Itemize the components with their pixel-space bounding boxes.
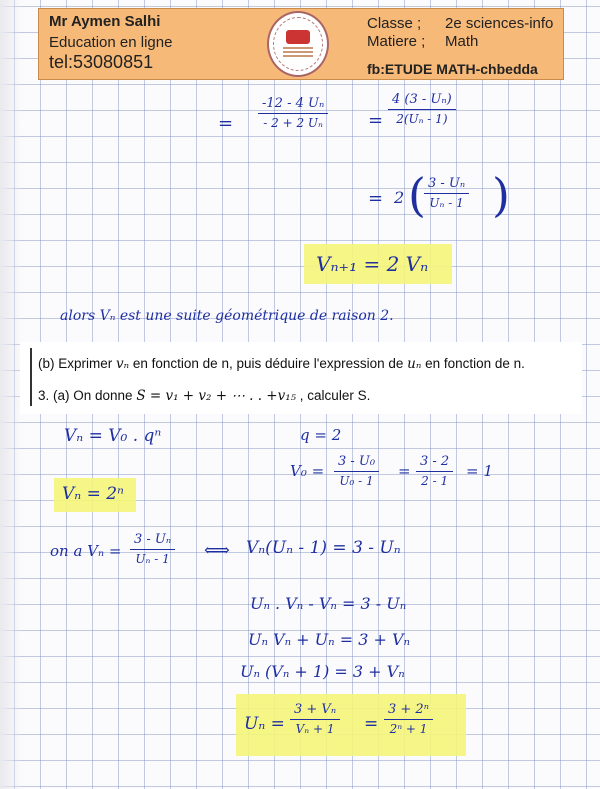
- v0-numerator-2: 3 - 2: [420, 454, 450, 469]
- eq2-left-paren: (: [408, 168, 426, 222]
- header-banner: [38, 8, 564, 80]
- eq1-equals: =: [218, 113, 234, 134]
- v0-label: V₀ =: [290, 462, 325, 480]
- v0-numerator: 3 - U₀: [338, 454, 376, 469]
- final-lhs: Uₙ =: [244, 714, 285, 734]
- step-2: Uₙ . Vₙ - Vₙ = 3 - Uₙ: [250, 594, 407, 613]
- school-seal-icon: [267, 11, 329, 77]
- on-a-denominator: Uₙ - 1: [135, 552, 170, 566]
- eq1-denominator: - 2 + 2 Uₙ: [263, 116, 323, 130]
- question-part-b: [38, 356, 525, 372]
- margin-bar: [30, 348, 32, 406]
- part-b-var-v: vₙ: [116, 356, 130, 372]
- final-denominator-2: 2ⁿ + 1: [389, 722, 428, 736]
- teacher-name: Mr Aymen Salhi: [49, 13, 161, 30]
- final-fraction-2: [384, 702, 433, 736]
- ratio-q: q = 2: [300, 426, 342, 444]
- eq2-coefficient: 2: [394, 188, 405, 207]
- v0-denominator-2: 2 - 1: [421, 474, 449, 488]
- matiere-label: Matiere ;: [367, 33, 426, 50]
- part-b-suffix: en fonction de n.: [421, 356, 525, 371]
- eq1-denominator-2: 2(Uₙ - 1): [396, 112, 448, 126]
- eq1-numerator: -12 - 4 Uₙ: [262, 96, 325, 111]
- final-numerator-2: 3 + 2ⁿ: [388, 702, 429, 717]
- on-a-fraction: [130, 532, 175, 566]
- final-denominator: Vₙ + 1: [295, 722, 335, 736]
- step-3: Uₙ Vₙ + Uₙ = 3 + Vₙ: [248, 630, 411, 649]
- step-1: Vₙ(Uₙ - 1) = 3 - Uₙ: [246, 538, 401, 558]
- part-b-middle: en fonction de n, puis déduire l'expression de: [129, 356, 408, 371]
- q3-suffix: , calculer S.: [296, 388, 371, 403]
- final-numerator: 3 + Vₙ: [294, 702, 337, 717]
- on-a-numerator: 3 - Uₙ: [134, 532, 172, 547]
- final-equals: =: [364, 714, 379, 734]
- eq1-fraction-2: [388, 92, 456, 126]
- v0-equals: =: [398, 462, 411, 480]
- vn-explicit: Vₙ = 2ⁿ: [62, 484, 124, 504]
- eq2-equals: =: [368, 188, 384, 209]
- eq2-denominator: Uₙ - 1: [429, 196, 464, 210]
- classe-label: Classe ;: [367, 15, 422, 32]
- result-recurrence: Vₙ₊₁ = 2 Vₙ: [316, 252, 429, 276]
- geometric-conclusion: alors Vₙ est une suite géométrique de raison 2.: [60, 308, 394, 324]
- matiere-value: Math: [445, 33, 479, 50]
- equivalence-icon: ⟺: [204, 540, 230, 561]
- class-info: [367, 15, 553, 77]
- eq2-numerator: 3 - Uₙ: [428, 176, 466, 191]
- eq1-equals-2: =: [368, 110, 384, 131]
- teacher-info: [49, 13, 172, 73]
- eq2-right-paren: ): [492, 168, 510, 222]
- education-label: Education en ligne: [49, 34, 173, 51]
- eq1-numerator-2: 4 (3 - Uₙ): [392, 92, 452, 107]
- telephone: tel:53080851: [49, 52, 154, 72]
- eq2-fraction: [424, 176, 469, 210]
- vn-general-formula: Vₙ = V₀ . qⁿ: [64, 426, 162, 446]
- question-3a: [38, 388, 370, 404]
- v0-fraction-2: [416, 454, 453, 488]
- part-b-var-u: uₙ: [407, 356, 422, 372]
- final-fraction: [290, 702, 340, 736]
- v0-fraction: [334, 454, 379, 488]
- part-b-prefix: (b) Exprimer: [38, 356, 117, 371]
- v0-denominator: U₀ - 1: [339, 474, 374, 488]
- eq1-fraction: [258, 96, 328, 130]
- q3-prefix: 3. (a) On donne: [38, 388, 137, 403]
- facebook-page: fb:ETUDE MATH-chbedda: [367, 61, 538, 77]
- classe-value: 2e sciences-info: [445, 15, 554, 32]
- v0-result: = 1: [466, 462, 493, 480]
- on-a-label: on a Vₙ =: [50, 542, 122, 560]
- q3-formula: S = v₁ + v₂ + ⋯ . . +v₁₅: [136, 388, 297, 404]
- step-4: Uₙ (Vₙ + 1) = 3 + Vₙ: [240, 662, 405, 681]
